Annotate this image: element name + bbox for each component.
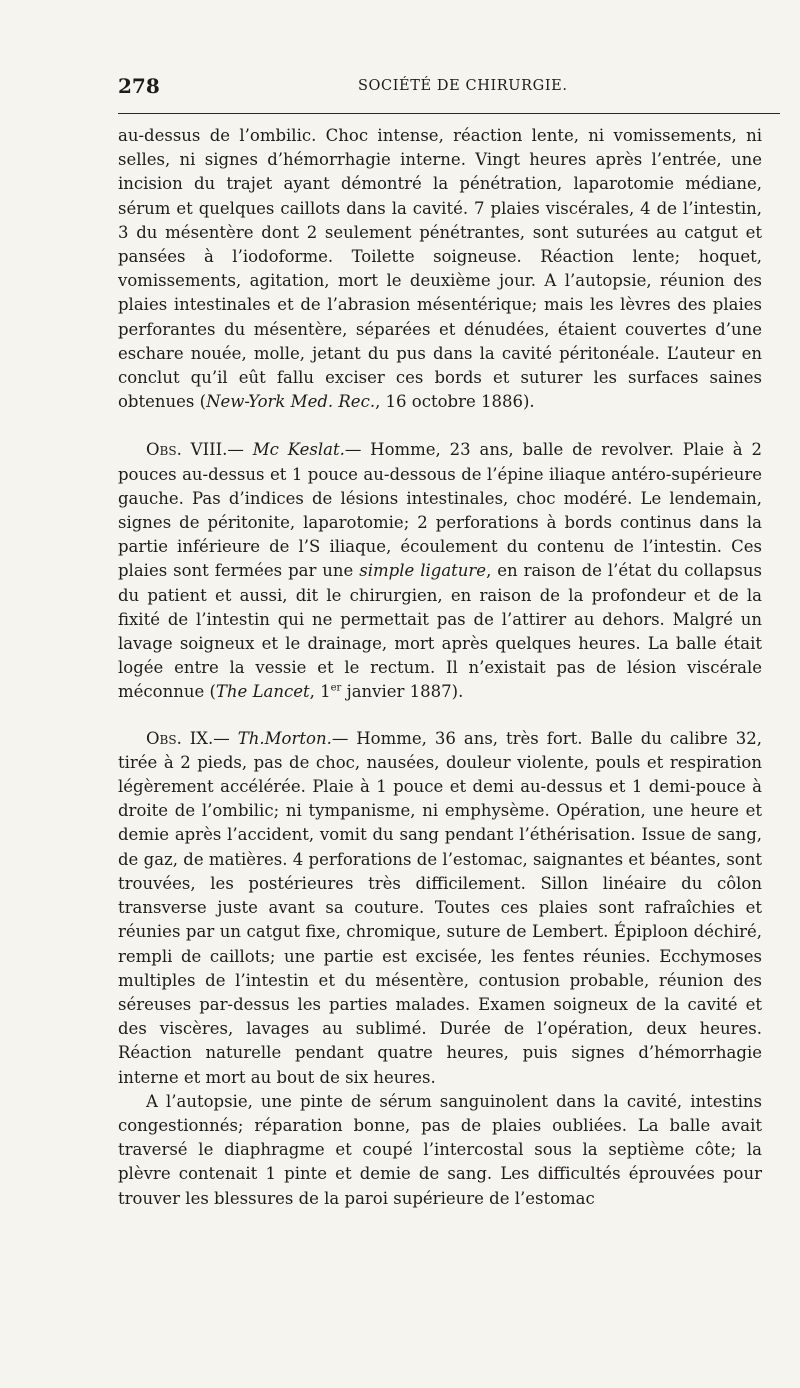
ordinal-superscript: er	[330, 682, 342, 694]
dash: —	[227, 440, 253, 460]
paragraph-case-continuation	[118, 124, 762, 414]
paragraph-text: — Homme, 36 ans, très fort. Balle du calibre 32, tirée à 2 pieds, pas de choc, nausées, douleur violente, pouls et respiration légèrement accélérée. Plaie à 1 pouce et demi au-dessus et 1 demi-pouce à droite de l’ombilic; ni tympanisme, ni emphysème. Opération, une heure et demie après l’accident, vomit du sang pendant l’éthérisation. Issue de sang, de gaz, de matières. 4 perforations de l’estomac, saignantes et béantes, sont trouvées, les postérieures très difficilement. Sillon linéaire du côlon transverse juste avant sa couture. Toutes ces plaies sont rafraîchies et réunies par un catgut fixe, chromique, suture de Lembert. Épiploon déchiré, rempli de caillots; une partie est excisée, les fentes réunies. Ecchymoses multiples de l’intestin et du mésentère, contusion probable, réunion des séreuses par-dessus les parties malades. Examen soigneux de la cavité et des viscères, lavages au sublimé. Durée de l’opération, deux heures. Réaction naturelle pendant quatre heures, puis signes d’hémorrhagie interne et mort au bout de six heures.	[118, 728, 762, 1087]
body-text	[118, 124, 762, 1211]
running-title: SOCIÉTÉ DE CHIRURGIE.	[358, 78, 568, 94]
citation-date: , 16 octobre 1886).	[375, 392, 535, 412]
paragraph-obs-ix	[118, 727, 762, 1090]
running-head	[118, 74, 778, 102]
page-number: 278	[118, 74, 160, 98]
observation-author: Mc Keslat.	[252, 440, 345, 460]
journal-citation: The Lancet	[215, 682, 310, 702]
paragraph-text: — Homme, 23 ans, balle de revolver. Plaie à 2 pouces au-dessus et 1 pouce au-dessous de l’épine iliaque antéro-supérieure gauche. Pas d’indices de lésions intestinales, choc modéré. Le lendemain, signes de péritonite, laparotomie; 2 perforations à bords continus dans la partie inférieure de l’S iliaque, écoulement du contenu de l’intestin. Ces plaies sont fermées par une	[118, 440, 762, 581]
paragraph-obs-viii	[118, 438, 762, 704]
observation-author: Th.Morton.	[237, 728, 332, 748]
journal-citation: New-York Med. Rec.	[206, 392, 376, 412]
paragraph-text: au-dessus de l’ombilic. Choc intense, réaction lente, ni vomissements, ni selles, ni signes d’hémorrhagie interne. Vingt heures après l’entrée, une incision du trajet ayant démontré la pénétration, laparotomie médiane, sérum et quelques caillots dans la cavité. 7 plaies viscérales, 4 de l’intestin, 3 du mésentère dont 2 seulement pénétrantes, sont suturées au catgut et pansées à l’iodoforme. Toilette soigneuse. Réaction lente; hoquet, vomissements, agitation, mort le deuxième jour. A l’autopsie, réunion des plaies intestinales et de l’abrasion mésentérique; mais les lèvres des plaies perforantes du mésentère, séparées et dénudées, étaient couvertes d’une eschare nouée, molle, jetant du pus dans la cavité péritonéale. L’auteur en conclut qu’il eût fallu exciser ces bords et suturer les surfaces saines obtenues (	[118, 126, 762, 412]
emphasis-text: simple ligature	[359, 561, 487, 581]
citation-day: , 1	[309, 682, 331, 702]
header-rule	[118, 113, 780, 114]
paragraph-text: A l’autopsie, une pinte de sérum sanguinolent dans la cavité, intestins congestionnés; réparation bonne, pas de plaies oubliées. La balle avait traversé le diaphragme et coupé l’intercostal sous la septième côte; la plèvre contenait 1 pinte et demie de sang. Les difficultés éprouvées pour trouver les blessures de la paroi supérieure de l’estomac	[118, 1091, 762, 1208]
observation-label: Obs. VIII.	[146, 440, 228, 460]
observation-label: Obs. IX.	[146, 728, 214, 748]
dash: —	[213, 728, 238, 748]
citation-date: janvier 1887).	[341, 682, 464, 702]
paragraph-autopsy	[118, 1090, 762, 1211]
paragraph-text-continued: , en raison de l’état du collapsus du patient et aussi, dit le chirurgien, en raison de la profondeur et de la fixité de l’intestin qui ne permettait pas de l’attirer au dehors. Malgré un lavage soigneux et le drainage, mort après quelques heures. La balle était logée entre la vessie et le rectum. Il n’existait pas de lésion viscérale méconnue (	[118, 561, 762, 702]
